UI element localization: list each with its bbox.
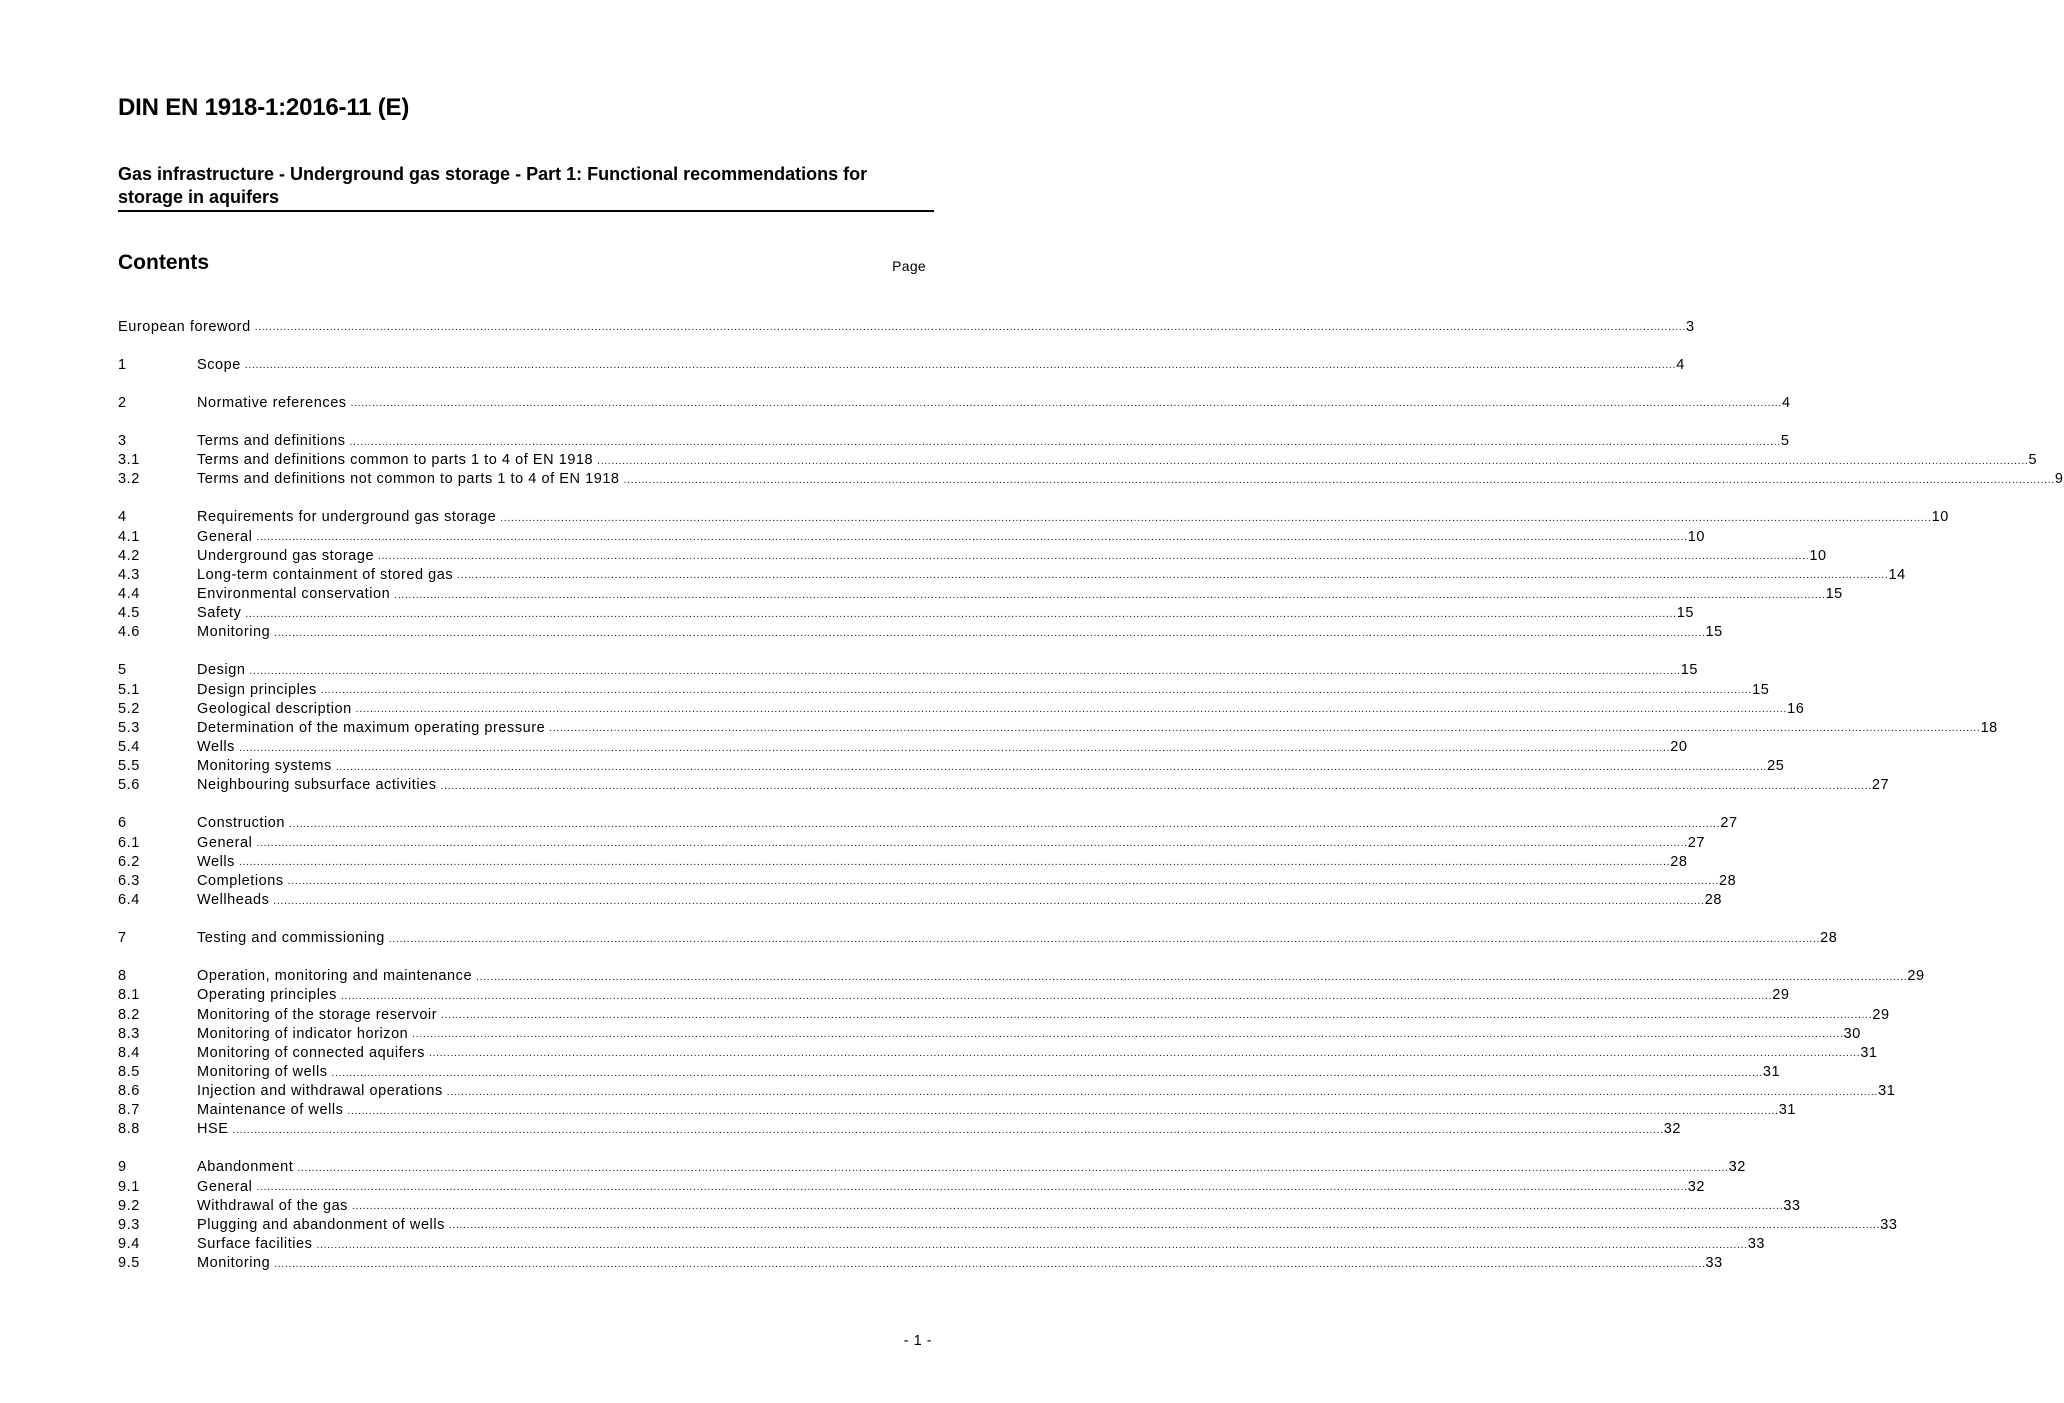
toc-entry-page: 3 <box>1686 318 1695 335</box>
toc-entry-number: 6 <box>118 815 127 832</box>
toc-entry-title: Wellheads <box>197 891 270 908</box>
toc-entry[interactable] <box>118 967 1925 986</box>
toc-dot-leader: ................................................................................................................................................................................................................................................................................................................................................................................................................ <box>351 1201 1784 1213</box>
toc-entry-page: 33 <box>1705 1255 1723 1272</box>
toc-entry[interactable] <box>118 737 1688 756</box>
toc-dot-leader: ................................................................................................................................................................................................................................................................................................................................................................................................................ <box>287 876 1719 888</box>
toc-dot-leader: ................................................................................................................................................................................................................................................................................................................................................................................................................ <box>549 723 1981 735</box>
toc-entry-page: 33 <box>1783 1197 1801 1214</box>
toc-entry[interactable] <box>118 986 1790 1005</box>
toc-entry-title: Terms and definitions common to parts 1 to 4 of EN 1918 <box>197 452 594 469</box>
toc-entry-title: Determination of the maximum operating pressure <box>197 719 546 736</box>
toc-entry-number: 3 <box>118 432 127 449</box>
toc-entry[interactable] <box>118 1158 1746 1177</box>
toc-entry-number: 2 <box>118 394 127 411</box>
toc-dot-leader: ................................................................................................................................................................................................................................................................................................................................................................................................................ <box>289 818 1721 830</box>
toc-dot-leader: ................................................................................................................................................................................................................................................................................................................................................................................................................ <box>388 933 1821 945</box>
toc-entry-number: 9.1 <box>118 1178 140 1195</box>
toc-entry-page: 29 <box>1872 1006 1890 1023</box>
toc-entry[interactable] <box>118 470 2064 489</box>
toc-dot-leader: ................................................................................................................................................................................................................................................................................................................................................................................................................ <box>238 857 1671 869</box>
toc-entry-page: 20 <box>1670 738 1688 755</box>
toc-entry[interactable] <box>118 1215 1898 1234</box>
toc-entry[interactable] <box>118 680 1770 699</box>
toc-dot-leader: ................................................................................................................................................................................................................................................................................................................................................................................................................ <box>249 665 1681 677</box>
toc-dot-leader: ................................................................................................................................................................................................................................................................................................................................................................................................................ <box>428 1048 1861 1060</box>
toc-dot-leader: ................................................................................................................................................................................................................................................................................................................................................................................................................ <box>446 1086 1879 1098</box>
toc-entry-page: 9 <box>2054 471 2064 488</box>
toc-entry-title: Abandonment <box>197 1159 294 1176</box>
toc-entry-page: 15 <box>1752 681 1770 698</box>
toc-entry-title: Completions <box>197 872 284 889</box>
toc-entry-title: Monitoring <box>197 1255 271 1272</box>
toc-entry-page: 28 <box>1820 930 1838 947</box>
toc-dot-leader: ................................................................................................................................................................................................................................................................................................................................................................................................................ <box>297 1163 1729 1175</box>
toc-entry-title: Operation, monitoring and maintenance <box>197 968 473 985</box>
toc-entry-title: HSE <box>197 1121 229 1138</box>
toc-entry[interactable] <box>118 1062 1781 1081</box>
toc-entry[interactable] <box>118 890 1722 909</box>
toc-dot-leader: ................................................................................................................................................................................................................................................................................................................................................................................................................ <box>441 1010 1873 1022</box>
toc-entry-number: 9.3 <box>118 1216 140 1233</box>
toc-entry-number: 4 <box>118 509 127 526</box>
toc-entry-title: Terms and definitions not common to parts 1 to 4 of EN 1918 <box>197 471 620 488</box>
toc-entry[interactable] <box>118 527 1705 546</box>
toc-entry[interactable] <box>118 757 1785 776</box>
toc-entry-number: 4.3 <box>118 566 140 583</box>
toc-entry-number: 8.2 <box>118 1006 140 1023</box>
toc-entry-page: 30 <box>1843 1025 1861 1042</box>
toc-entry-title: Requirements for underground gas storage <box>197 509 497 526</box>
toc-entry[interactable] <box>118 1120 1682 1139</box>
toc-dot-leader: ................................................................................................................................................................................................................................................................................................................................................................................................................ <box>244 360 1677 372</box>
toc-entry-page: 32 <box>1728 1159 1746 1176</box>
toc-entry-number: 7 <box>118 930 127 947</box>
toc-entry-title: Monitoring of wells <box>197 1063 328 1080</box>
toc-entry-page: 28 <box>1670 853 1688 870</box>
toc-entry-number: 9.2 <box>118 1197 140 1214</box>
toc-entry-title: Neighbouring subsurface activities <box>197 777 437 794</box>
toc-entry-number: 8 <box>118 968 127 985</box>
toc-entry-page: 15 <box>1676 605 1694 622</box>
toc-entry-page: 25 <box>1767 758 1785 775</box>
toc-entry-page: 10 <box>1931 509 1949 526</box>
toc-dot-leader: ................................................................................................................................................................................................................................................................................................................................................................................................................ <box>238 742 1671 754</box>
toc-dot-leader: ................................................................................................................................................................................................................................................................................................................................................................................................................ <box>256 1182 1688 1194</box>
toc-entry[interactable] <box>118 929 1838 948</box>
toc-entry-page: 4 <box>1781 394 1791 411</box>
toc-entry-number: 1 <box>118 356 127 373</box>
toc-entry[interactable] <box>118 1043 1878 1062</box>
toc-entry[interactable] <box>118 1024 1861 1043</box>
toc-dot-leader: ................................................................................................................................................................................................................................................................................................................................................................................................................ <box>274 1258 1706 1270</box>
toc-entry-number: 4.5 <box>118 605 140 622</box>
toc-entry[interactable] <box>118 584 1843 603</box>
toc-entry-title: Monitoring <box>197 624 271 641</box>
toc-entry[interactable] <box>118 718 1998 737</box>
toc-entry-number: 4.1 <box>118 528 140 545</box>
toc-entry[interactable] <box>118 1234 1766 1253</box>
toc-entry-page: 4 <box>1676 356 1685 373</box>
toc-dot-leader: ................................................................................................................................................................................................................................................................................................................................................................................................................ <box>273 895 1705 907</box>
toc-entry-title: Geological description <box>197 700 352 717</box>
table-of-contents <box>118 317 2064 1273</box>
toc-dot-leader: ................................................................................................................................................................................................................................................................................................................................................................................................................ <box>256 532 1688 544</box>
toc-entry-page: 31 <box>1778 1102 1796 1119</box>
toc-entry-title: Wells <box>197 738 235 755</box>
toc-entry-page: 32 <box>1663 1121 1682 1138</box>
toc-dot-leader: ................................................................................................................................................................................................................................................................................................................................................................................................................ <box>340 990 1773 1002</box>
toc-entry-title: Monitoring of connected aquifers <box>197 1044 425 1061</box>
document-subtitle: Gas infrastructure - Underground gas storage - Part 1: Functional recommendations for storage in aquifers <box>118 164 868 207</box>
toc-entry-page: 28 <box>1704 891 1722 908</box>
toc-entry-number: 5.1 <box>118 681 140 698</box>
toc-entry[interactable] <box>118 699 1805 718</box>
toc-entry-page: 10 <box>1809 547 1827 564</box>
toc-entry-title: European foreword <box>118 318 251 335</box>
toc-dot-leader: ................................................................................................................................................................................................................................................................................................................................................................................................................ <box>245 608 1677 620</box>
toc-dot-leader: ................................................................................................................................................................................................................................................................................................................................................................................................................ <box>331 1067 1763 1079</box>
toc-entry-number: 3.1 <box>118 452 140 469</box>
toc-entry-title: Environmental conservation <box>197 585 391 602</box>
toc-entry-page: 28 <box>1718 872 1737 889</box>
toc-entry[interactable] <box>118 355 1685 374</box>
toc-entry-title: Testing and commissioning <box>197 930 385 947</box>
toc-entry-number: 9 <box>118 1159 127 1176</box>
toc-entry-number: 8.5 <box>118 1063 140 1080</box>
toc-entry[interactable] <box>118 1101 1796 1120</box>
toc-entry-page: 33 <box>1880 1216 1898 1233</box>
toc-entry[interactable] <box>118 1177 1705 1196</box>
toc-entry-number: 6.3 <box>118 872 140 889</box>
toc-entry-number: 8.6 <box>118 1083 140 1100</box>
toc-dot-leader: ................................................................................................................................................................................................................................................................................................................................................................................................................ <box>500 512 1932 524</box>
toc-entry[interactable] <box>118 814 1738 833</box>
toc-entry-title: Normative references <box>197 394 347 411</box>
toc-entry[interactable] <box>118 393 1791 412</box>
toc-dot-leader: ................................................................................................................................................................................................................................................................................................................................................................................................................ <box>254 322 1687 334</box>
document-title: DIN EN 1918-1:2016-11 (E) <box>118 94 410 121</box>
toc-entry-page: 27 <box>1687 834 1705 851</box>
toc-dot-leader: ................................................................................................................................................................................................................................................................................................................................................................................................................ <box>349 436 1781 448</box>
toc-dot-leader: ................................................................................................................................................................................................................................................................................................................................................................................................................ <box>316 1239 1748 1251</box>
toc-entry-number: 8.7 <box>118 1102 140 1119</box>
toc-entry-number: 5.6 <box>118 777 140 794</box>
toc-dot-leader: ................................................................................................................................................................................................................................................................................................................................................................................................................ <box>256 838 1688 850</box>
toc-dot-leader: ................................................................................................................................................................................................................................................................................................................................................................................................................ <box>232 1124 1664 1136</box>
toc-entry-title: Plugging and abandonment of wells <box>197 1216 445 1233</box>
toc-entry-title: Scope <box>197 356 241 373</box>
toc-dot-leader: ................................................................................................................................................................................................................................................................................................................................................................................................................ <box>440 780 1872 792</box>
toc-entry-title: Operating principles <box>197 987 337 1004</box>
toc-dot-leader: ................................................................................................................................................................................................................................................................................................................................................................................................................ <box>412 1029 1844 1041</box>
toc-entry[interactable] <box>118 1254 1723 1273</box>
toc-entry-title: Withdrawal of the gas <box>197 1197 348 1214</box>
toc-dot-leader: ................................................................................................................................................................................................................................................................................................................................................................................................................ <box>335 761 1768 773</box>
toc-entry-number: 5 <box>118 662 127 679</box>
page-column-label: Page <box>892 258 926 274</box>
toc-entry-title: Surface facilities <box>197 1236 313 1253</box>
toc-entry-page: 15 <box>1680 662 1698 679</box>
toc-dot-leader: ................................................................................................................................................................................................................................................................................................................................................................................................................ <box>476 971 1908 983</box>
contents-heading: Contents <box>118 251 209 274</box>
toc-entry-title: Safety <box>197 605 242 622</box>
toc-entry-number: 8.3 <box>118 1025 140 1042</box>
toc-entry-title: Construction <box>197 815 285 832</box>
toc-entry[interactable] <box>118 871 1737 890</box>
toc-entry-number: 6.4 <box>118 891 140 908</box>
toc-dot-leader: ................................................................................................................................................................................................................................................................................................................................................................................................................ <box>394 589 1826 601</box>
toc-entry[interactable] <box>118 565 1906 584</box>
toc-entry-page: 29 <box>1907 968 1925 985</box>
toc-entry-number: 4.2 <box>118 547 140 564</box>
toc-entry-title: Injection and withdrawal operations <box>197 1083 443 1100</box>
toc-entry-title: Wells <box>197 853 235 870</box>
toc-entry[interactable] <box>118 1005 1890 1024</box>
toc-entry-title: General <box>197 528 253 545</box>
page-number: - 1 - <box>903 1333 932 1349</box>
toc-entry[interactable] <box>118 431 1790 450</box>
toc-entry-number: 5.4 <box>118 738 140 755</box>
toc-entry-number: 4.6 <box>118 624 140 641</box>
toc-entry-page: 18 <box>1980 719 1998 736</box>
toc-entry-page: 27 <box>1871 777 1890 794</box>
toc-entry-number: 5.5 <box>118 758 140 775</box>
toc-entry-title: Underground gas storage <box>197 547 375 564</box>
toc-entry-page: 29 <box>1772 987 1790 1004</box>
toc-entry-number: 9.4 <box>118 1236 140 1253</box>
toc-dot-leader: ................................................................................................................................................................................................................................................................................................................................................................................................................ <box>347 1105 1779 1117</box>
toc-dot-leader: ................................................................................................................................................................................................................................................................................................................................................................................................................ <box>623 474 2055 486</box>
toc-entry-page: 31 <box>1878 1083 1896 1100</box>
toc-entry-page: 10 <box>1687 528 1705 545</box>
toc-dot-leader: ................................................................................................................................................................................................................................................................................................................................................................................................................ <box>320 685 1753 697</box>
toc-dot-leader: ................................................................................................................................................................................................................................................................................................................................................................................................................ <box>457 570 1889 582</box>
toc-entry-title: Maintenance of wells <box>197 1102 344 1119</box>
toc-entry[interactable] <box>118 623 1723 642</box>
toc-entry-number: 5.2 <box>118 700 140 717</box>
toc-entry-page: 31 <box>1860 1044 1878 1061</box>
toc-entry-page: 5 <box>1780 432 1790 449</box>
toc-entry[interactable] <box>118 852 1688 871</box>
toc-entry[interactable] <box>118 1196 1801 1215</box>
toc-entry-title: Monitoring of the storage reservoir <box>197 1006 438 1023</box>
toc-entry-title: Design <box>197 662 246 679</box>
toc-entry-page: 5 <box>2028 452 2038 469</box>
toc-entry-title: Monitoring systems <box>197 758 332 775</box>
toc-entry-number: 6.1 <box>118 834 140 851</box>
toc-entry-number: 5.3 <box>118 719 140 736</box>
toc-dot-leader: ................................................................................................................................................................................................................................................................................................................................................................................................................ <box>355 704 1788 716</box>
toc-entry-title: Monitoring of indicator horizon <box>197 1025 409 1042</box>
toc-entry-number: 3.2 <box>118 471 140 488</box>
toc-entry-title: General <box>197 834 253 851</box>
toc-entry-page: 15 <box>1705 624 1723 641</box>
toc-entry-page: 15 <box>1825 585 1843 602</box>
toc-entry[interactable] <box>118 451 2038 470</box>
toc-entry-page: 32 <box>1687 1178 1705 1195</box>
toc-dot-leader: ................................................................................................................................................................................................................................................................................................................................................................................................................ <box>597 455 2029 467</box>
toc-entry-number: 8.1 <box>118 987 140 1004</box>
toc-entry-page: 33 <box>1747 1236 1766 1253</box>
toc-entry-title: Long-term containment of stored gas <box>197 566 454 583</box>
toc-entry-page: 31 <box>1762 1063 1781 1080</box>
toc-entry-number: 6.2 <box>118 853 140 870</box>
toc-entry-title: Terms and definitions <box>197 432 346 449</box>
toc-entry[interactable] <box>118 604 1694 623</box>
toc-dot-leader: ................................................................................................................................................................................................................................................................................................................................................................................................................ <box>274 627 1706 639</box>
toc-entry[interactable] <box>118 833 1705 852</box>
toc-entry-page: 14 <box>1888 566 1906 583</box>
toc-dot-leader: ................................................................................................................................................................................................................................................................................................................................................................................................................ <box>448 1220 1881 1232</box>
toc-dot-leader: ................................................................................................................................................................................................................................................................................................................................................................................................................ <box>378 551 1810 563</box>
toc-entry-title: Design principles <box>197 681 317 698</box>
toc-entry[interactable] <box>118 508 1949 527</box>
toc-dot-leader: ................................................................................................................................................................................................................................................................................................................................................................................................................ <box>350 398 1782 410</box>
title-divider <box>118 210 934 212</box>
toc-entry-number: 8.8 <box>118 1121 140 1138</box>
toc-entry-number: 8.4 <box>118 1044 140 1061</box>
toc-entry-number: 4.4 <box>118 585 140 602</box>
toc-entry-title: General <box>197 1178 253 1195</box>
toc-entry[interactable] <box>118 317 1695 336</box>
toc-entry-page: 27 <box>1720 815 1738 832</box>
toc-entry-number: 9.5 <box>118 1255 140 1272</box>
toc-entry[interactable] <box>118 776 1890 795</box>
toc-entry[interactable] <box>118 661 1698 680</box>
toc-entry[interactable] <box>118 546 1827 565</box>
toc-entry-page: 16 <box>1787 700 1805 717</box>
toc-entry[interactable] <box>118 1082 1896 1101</box>
